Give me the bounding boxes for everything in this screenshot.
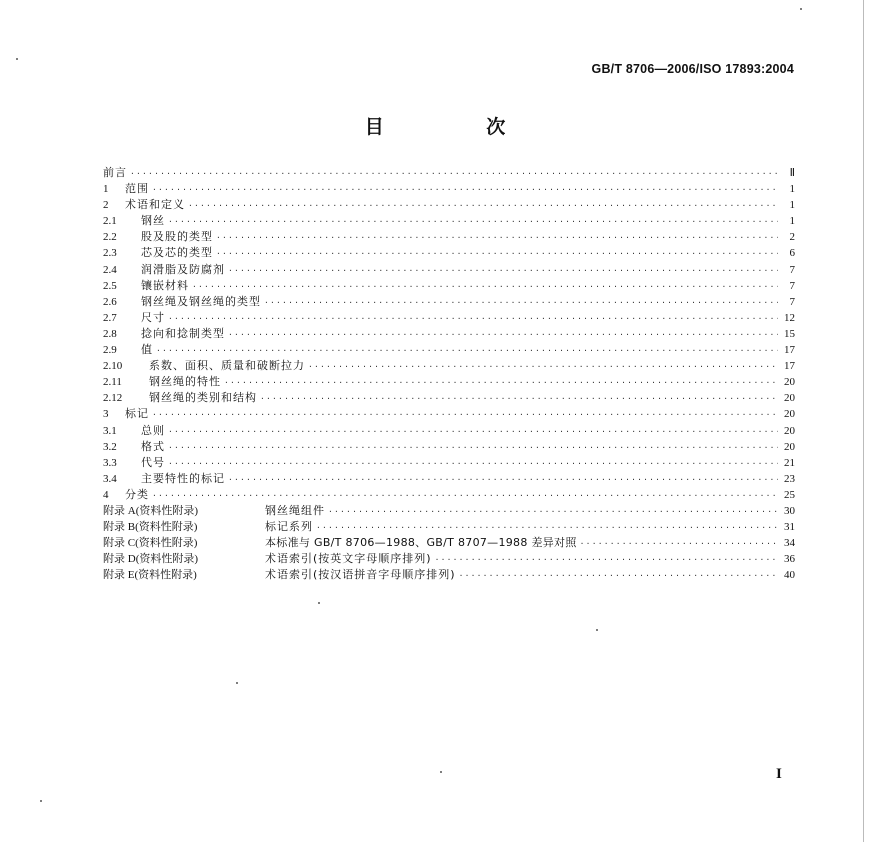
dot-leader [188, 198, 778, 214]
toc-entry-page: 15 [784, 327, 795, 340]
toc-entry-page: 20 [784, 392, 795, 405]
toc-entry-label: 术语索引(按汉语拼音字母顺序排列) [265, 568, 456, 582]
standard-number-header: GB/T 8706—2006/ISO 17893:2004 [591, 62, 794, 76]
toc-entry-3-1[interactable] [103, 423, 795, 439]
toc-entry-label: 标记系列 [265, 520, 313, 534]
toc-entry-number: 2.1 [103, 215, 117, 228]
toc-entry-2-6[interactable] [103, 294, 795, 310]
dot-leader [435, 552, 778, 568]
toc-entry-number: 2.8 [103, 327, 117, 340]
toc-entry-2-9[interactable] [103, 342, 795, 358]
toc-entry-2-11[interactable] [103, 374, 795, 390]
dot-leader [264, 295, 778, 311]
toc-entry-label: 前言 [103, 166, 127, 179]
dot-leader [168, 456, 778, 472]
toc-entry-page: 17 [784, 344, 795, 357]
toc-entry-label: 钢丝绳及钢丝绳的类型 [141, 294, 261, 308]
toc-entry-2[interactable] [103, 197, 795, 213]
toc-entry-2-2[interactable] [103, 229, 795, 245]
dot-leader [152, 182, 778, 198]
toc-entry-page: 25 [784, 488, 795, 501]
toc-entry-label: 钢丝绳组件 [265, 503, 325, 517]
toc-entry-number: 附录 A(资料性附录) [103, 504, 199, 517]
toc-entry-page: 12 [784, 311, 795, 324]
dot-leader [156, 343, 778, 359]
dot-leader [580, 536, 778, 552]
toc-entry-annex-e[interactable] [103, 567, 795, 583]
dot-leader [168, 214, 778, 230]
table-of-contents [103, 165, 795, 583]
dot-leader [316, 520, 778, 536]
dot-leader [192, 279, 778, 295]
toc-entry-2-10[interactable] [103, 358, 795, 374]
dot-leader [224, 375, 778, 391]
toc-entry-annex-a[interactable] [103, 503, 795, 519]
toc-entry-2-1[interactable] [103, 213, 795, 229]
toc-entry-number: 2.5 [103, 279, 117, 292]
toc-entry-label: 代号 [141, 455, 165, 469]
toc-entry-label: 主要特性的标记 [141, 471, 225, 485]
dot-leader [216, 246, 778, 262]
toc-entry-2-7[interactable] [103, 310, 795, 326]
toc-entry-3-3[interactable] [103, 455, 795, 471]
toc-entry-number: 2.2 [103, 231, 117, 244]
toc-entry-number: 附录 D(资料性附录) [103, 553, 199, 566]
toc-entry-number: 3.4 [103, 472, 117, 485]
dot-leader [152, 407, 778, 423]
toc-entry-1[interactable] [103, 181, 795, 197]
toc-entry-page: 36 [784, 553, 795, 566]
toc-entry-label: 捻向和捻制类型 [141, 326, 225, 340]
toc-entry-page: 34 [784, 537, 795, 550]
toc-entry-page: 7 [789, 279, 795, 292]
toc-entry-label: 润滑脂及防腐剂 [141, 262, 225, 276]
toc-entry-label: 钢丝绳的类别和结构 [149, 391, 257, 405]
toc-entry-label: 股及股的类型 [141, 230, 213, 244]
toc-entry-label: 值 [141, 343, 153, 357]
page-number: I [776, 766, 782, 782]
toc-entry-3-4[interactable] [103, 471, 795, 487]
toc-entry-label: 格式 [141, 439, 165, 453]
toc-entry-page: 20 [784, 408, 795, 421]
toc-entry-2-8[interactable] [103, 326, 795, 342]
toc-entry-page: 7 [789, 295, 795, 308]
dot-leader [260, 391, 778, 407]
toc-entry-label: 术语和定义 [125, 198, 185, 212]
toc-entry-annex-d[interactable] [103, 551, 795, 567]
dot-leader [168, 311, 778, 327]
dot-leader [130, 166, 778, 182]
toc-entry-page: 40 [784, 569, 795, 582]
toc-entry-number: 2.10 [103, 360, 123, 373]
toc-entry-number: 3.3 [103, 456, 117, 469]
toc-entry-label: 镶嵌材料 [141, 278, 189, 292]
toc-entry-label: 芯及芯的类型 [141, 246, 213, 260]
toc-entry-2-3[interactable] [103, 245, 795, 261]
toc-entry-2-4[interactable] [103, 262, 795, 278]
toc-entry-number: 4 [103, 488, 109, 501]
toc-entry-number: 2 [103, 199, 109, 212]
toc-entry-page: 7 [789, 263, 795, 276]
toc-entry-number: 2.4 [103, 263, 117, 276]
toc-entry-number: 1 [103, 183, 109, 196]
toc-entry-page: 20 [784, 424, 795, 437]
toc-entry-label: 术语索引(按英文字母顺序排列) [265, 552, 432, 566]
toc-entry-page: 30 [784, 504, 795, 517]
scan-edge-line [863, 0, 864, 842]
dot-leader [152, 488, 778, 504]
toc-entry-number: 2.6 [103, 295, 117, 308]
dot-leader [168, 440, 778, 456]
toc-entry-page: 20 [784, 440, 795, 453]
dot-leader [328, 504, 778, 520]
toc-entry-2-5[interactable] [103, 278, 795, 294]
dot-leader [216, 230, 778, 246]
toc-entry-page: 1 [789, 215, 795, 228]
toc-entry-annex-b[interactable] [103, 519, 795, 535]
toc-entry-page: 17 [784, 360, 795, 373]
toc-entry-page: Ⅱ [789, 167, 795, 179]
toc-entry-number: 附录 C(资料性附录) [103, 537, 198, 550]
toc-entry-preface[interactable] [103, 165, 795, 181]
toc-entry-page: 20 [784, 376, 795, 389]
toc-entry-number: 2.9 [103, 344, 117, 357]
toc-entry-3[interactable] [103, 406, 795, 422]
toc-entry-label: 标记 [125, 407, 149, 421]
toc-entry-page: 31 [784, 521, 795, 534]
toc-entry-label: 范围 [125, 182, 149, 196]
toc-entry-label: 系数、面积、质量和破断拉力 [149, 359, 305, 373]
toc-entry-number: 2.3 [103, 247, 117, 260]
dot-leader [459, 568, 778, 584]
toc-entry-2-12[interactable] [103, 390, 795, 406]
toc-entry-4[interactable] [103, 487, 795, 503]
toc-entry-page: 1 [789, 183, 795, 196]
toc-entry-3-2[interactable] [103, 439, 795, 455]
dot-leader [308, 359, 778, 375]
toc-entry-number: 2.11 [103, 376, 122, 389]
toc-title: 目 次 [364, 116, 554, 138]
toc-entry-number: 3.2 [103, 440, 117, 453]
dot-leader [228, 472, 778, 488]
toc-entry-page: 1 [789, 199, 795, 212]
toc-entry-label: 本标准与 GB/T 8706—1988、GB/T 8707—1988 差异对照 [265, 536, 577, 550]
toc-entry-number: 2.7 [103, 311, 117, 324]
toc-entry-number: 3 [103, 408, 109, 421]
toc-entry-number: 2.12 [103, 392, 123, 405]
toc-entry-annex-c[interactable] [103, 535, 795, 551]
dot-leader [228, 263, 778, 279]
toc-entry-label: 尺寸 [141, 310, 165, 324]
toc-entry-label: 钢丝 [141, 214, 165, 228]
toc-entry-page: 6 [789, 247, 795, 260]
toc-entry-number: 附录 B(资料性附录) [103, 521, 198, 534]
toc-entry-page: 2 [789, 231, 795, 244]
toc-entry-page: 21 [784, 456, 795, 469]
dot-leader [168, 424, 778, 440]
dot-leader [228, 327, 778, 343]
toc-entry-label: 分类 [125, 487, 149, 501]
toc-entry-page: 23 [784, 472, 795, 485]
toc-entry-label: 总则 [141, 423, 165, 437]
toc-entry-number: 3.1 [103, 424, 117, 437]
toc-entry-label: 钢丝绳的特性 [149, 375, 221, 389]
toc-entry-number: 附录 E(资料性附录) [103, 569, 197, 582]
